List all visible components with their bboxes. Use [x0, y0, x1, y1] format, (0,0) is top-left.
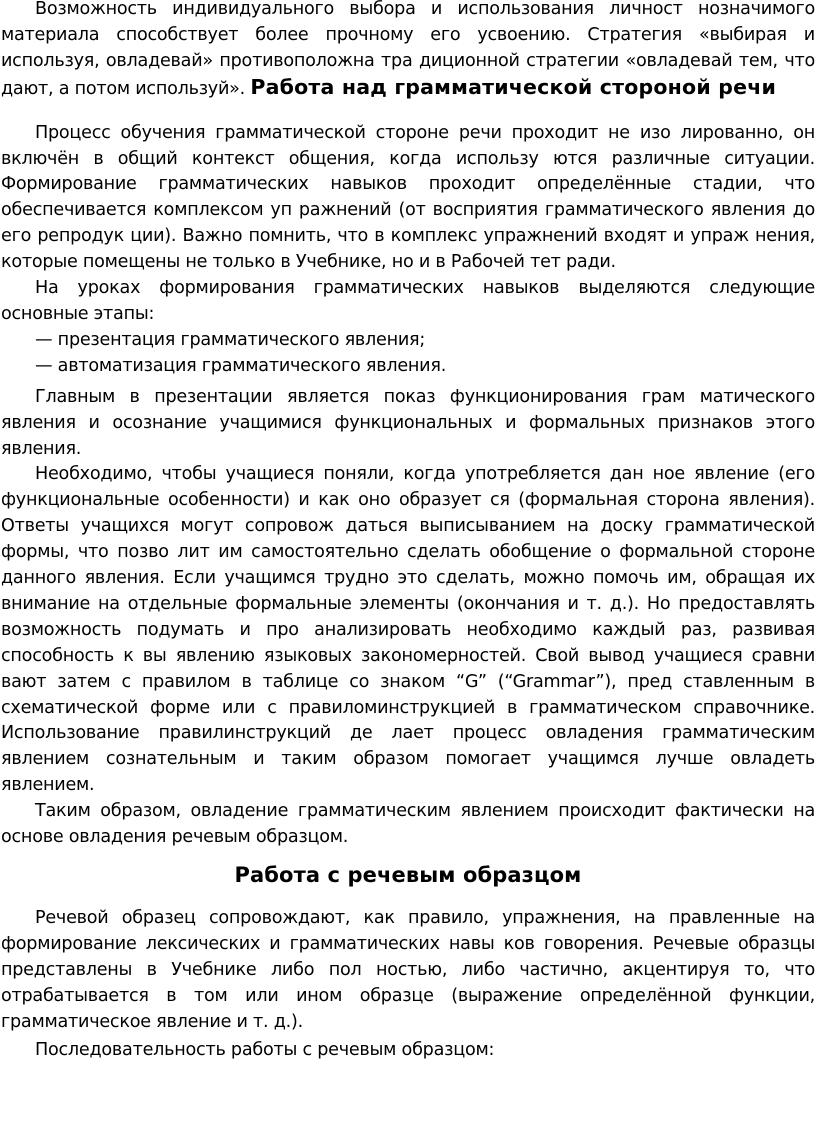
intro-paragraph-text: Возможность индивидуального выбора и использования личност нозначимого материала способствует более прочному его усвоению. Стратегия «выбирая и используя, овладевай» противоположна тра диционной стратегии «овладевай тем, что дают, а потом используй».	[1, 0, 815, 99]
list-item-stage-presentation: — презентация грамматического явления;	[35, 329, 426, 350]
intro-paragraph	[1, 0, 815, 103]
spacer	[1, 103, 815, 121]
section-heading-grammar: Работа над грамматической стороной речи	[250, 74, 777, 99]
paragraph-presentation-main: Главным в презентации является показ функционирования грам матического явления и осознание учащимися функциональных и формальных признаков этого явления.	[1, 386, 815, 459]
section-heading-speech-pattern: Работа с речевым образцом	[234, 863, 582, 887]
paragraph-necessity: Необходимо, чтобы учащиеся поняли, когда употребляется дан ное явление (его функциональные особенности) и как оно образует ся (формальная сторона явления). Ответы учащихся могут сопровож даться выписыванием на доску грамматической формы, что позво лит им самостоятельно сделать обобщение о формальной стороне данного явления. Если учащимся трудно это сделать, можно помочь им, обращая их внимание на отдельные формальные элементы (окончания и т. д.). Но предоставлять возможность подумать и про анализировать необходимо каждый раз, развивая способность к вы явлению языковых закономерностей. Свой вывод учащиеся сравни вают затем с правилом в таблице со знаком “G” (“Grammar”), пред ставленным в схематической форме или с правиломинструкцией в грамматическом справочнике. Использование правилинструкций де лает процесс овладения грамматическим явлением сознательным и таким образом помогает учащимся лучше овладеть явлением.	[1, 464, 815, 796]
list-item-stage-automation: — автоматизация грамматического явления.	[35, 355, 447, 376]
paragraph-sequence: Последовательность работы с речевым образцом:	[35, 1039, 495, 1060]
paragraph-stages-intro: На уроках формирования грамматических навыков выделяются следующие основные этапы:	[1, 278, 815, 324]
paragraph-speech-pattern: Речевой образец сопровождают, как правило, упражнения, на правленные на формирование лексических и грамматических навы ков говорения. Речевые образцы представлены в Учебнике либо пол ностью, либо частично, акцентируя то, что отрабатывается в том или ином образце (выражение определённой функции, грамматическое явление и т. д.).	[1, 908, 815, 1032]
paragraph-conclusion: Таким образом, овладение грамматическим явлением происходит фактически на основе овладения речевым образцом.	[1, 801, 815, 848]
spacer	[1, 889, 815, 906]
paragraph-grammar-process: Процесс обучения грамматической стороне речи проходит не изо лированно, он включён в общий контекст общения, когда использу ются различные ситуации. Формирование грамматических навыков проходит определённые стадии, что обеспечивается комплексом уп ражнений (от восприятия грамматического явления до его репродук ции). Важно помнить, что в комплекс упражнений входят и упраж нения, которые помещены не только в Учебнике, но и в Рабочей тет ради.	[1, 122, 815, 273]
